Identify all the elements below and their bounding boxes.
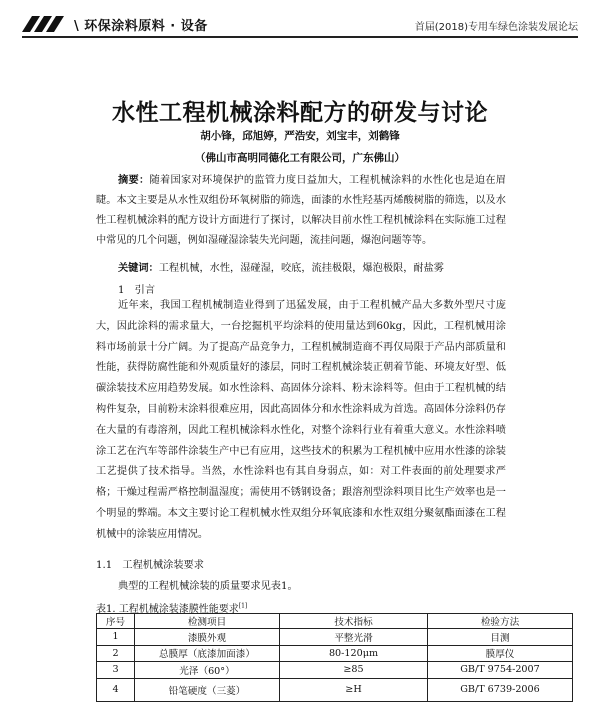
subsection-heading: 1.1 工程机械涂装要求: [96, 560, 204, 571]
table-cell: GB/T 9754-2007: [428, 662, 573, 679]
table-cell: 2: [97, 645, 135, 662]
page-header: [22, 14, 578, 34]
table-cell: 总膜厚（底漆加面漆）: [135, 645, 280, 662]
coating-requirements-table: [96, 613, 573, 702]
table-header-cell: 检验方法: [428, 614, 573, 629]
abstract: [96, 171, 506, 251]
keywords: [118, 259, 518, 274]
table-cell: 4: [97, 678, 135, 701]
header-conference: 首届(2018)专用车绿色涂装发展论坛: [414, 22, 578, 33]
introduction-paragraph: 近年来，我国工程机械制造业得到了迅猛发展，由于工程机械产品大多数外型尺寸庞大，因此涂料的需求量大，一台挖掘机平均涂料的使用量达到60kg，因此，工程机械用涂料市场前景十分广阔。为了提高产品竞争力，工程机械制造商不再仅局限于产品内部质量和性能，获得防腐性能和外观质量好的漆层，同时工程机械涂装正朝着节能、环境友好型、低碳涂装技术应用趋势发展。如水性涂料、高固体分涂料、粉末涂料等。但由于工程机械的结构件复杂，目前粉末涂料很难应用，因此高固体分和水性涂料成为首选。高固体分涂料仍存在大量的有毒溶剂，因此工程机械涂料水性化，对整个涂料行业有着重大意义。水性涂料喷涂工艺在汽车等部件涂装生产中已有应用，这些技术的积累为工程机械中应用水性漆的涂装工艺提供了技术指导。当然，水性涂料也有其自身弱点，如：对工件表面的前处理要求严格；干燥过程需严格控制温湿度；需使用不锈钢设备；跟溶剂型涂料项目比生产效率也是一个明显的弊端。本文主要讨论工程机械水性双组分环氧底漆和水性双组分聚氨酯面漆在工程机械中的涂装应用情况。: [96, 300, 506, 540]
header-rule: [22, 36, 578, 38]
table-cell: 平整光滑: [280, 629, 428, 646]
table-header-cell: 检测项目: [135, 614, 280, 629]
table-cell: 80-120μm: [280, 645, 428, 662]
table-cell: ≥85: [280, 662, 428, 679]
table-cell: 目测: [428, 629, 573, 646]
abstract-label: 摘要：: [118, 175, 150, 186]
table-header-cell: 序号: [97, 614, 135, 629]
table-cell: 光泽（60°）: [135, 662, 280, 679]
abstract-text: 随着国家对环境保护的监管力度日益加大，工程机械涂料的水性化也是迫在眉睫。本文主要是从水性双组份环氧树脂的筛选，面漆的水性羟基丙烯酸树脂的筛选，以及水性工程机械涂料的配方设计方面进行了探讨，以解决目前水性工程机械涂料在实际施工过程中常见的几个问题，例如湿碰湿涂装失光问题，流挂问题，爆泡问题等等。: [96, 175, 506, 246]
table-citation: [1]: [238, 602, 248, 610]
table-reference-sentence: 典型的工程机械涂装的质量要求见表1。: [118, 581, 298, 592]
author-list: 胡小锋，邱旭婷，严浩安，刘宝丰，刘鹤锋: [200, 130, 400, 142]
table-row: [97, 645, 573, 662]
affiliation: （佛山市高明同德化工有限公司，广东佛山）: [195, 152, 405, 164]
journal-logo-icon: [22, 16, 68, 32]
table-cell: 漆膜外观: [135, 629, 280, 646]
keywords-text: 工程机械，水性，湿碰湿，咬底，流挂极限，爆泡极限，耐盐雾: [158, 263, 444, 274]
paper-title: 水性工程机械涂料配方的研发与讨论: [112, 100, 488, 126]
table-cell: 膜厚仪: [428, 645, 573, 662]
table-cell: ≥H: [280, 678, 428, 701]
header-section-title: \ 环保涂料原料 · 设备: [74, 19, 208, 34]
table-header-row: [97, 614, 573, 629]
table-row: [97, 662, 573, 679]
table-cell: 3: [97, 662, 135, 679]
section-heading-introduction: 1 引言: [118, 285, 156, 296]
table-header-cell: 技术指标: [280, 614, 428, 629]
table-cell: 1: [97, 629, 135, 646]
keywords-label: 关键词：: [118, 263, 159, 274]
table-cell: 铅笔硬度（三菱）: [135, 678, 280, 701]
table-row: [97, 629, 573, 646]
table-row: [97, 678, 573, 701]
table-cell: GB/T 6739-2006: [428, 678, 573, 701]
table-caption-text: 表1. 工程机械涂装漆膜性能要求: [96, 604, 239, 615]
